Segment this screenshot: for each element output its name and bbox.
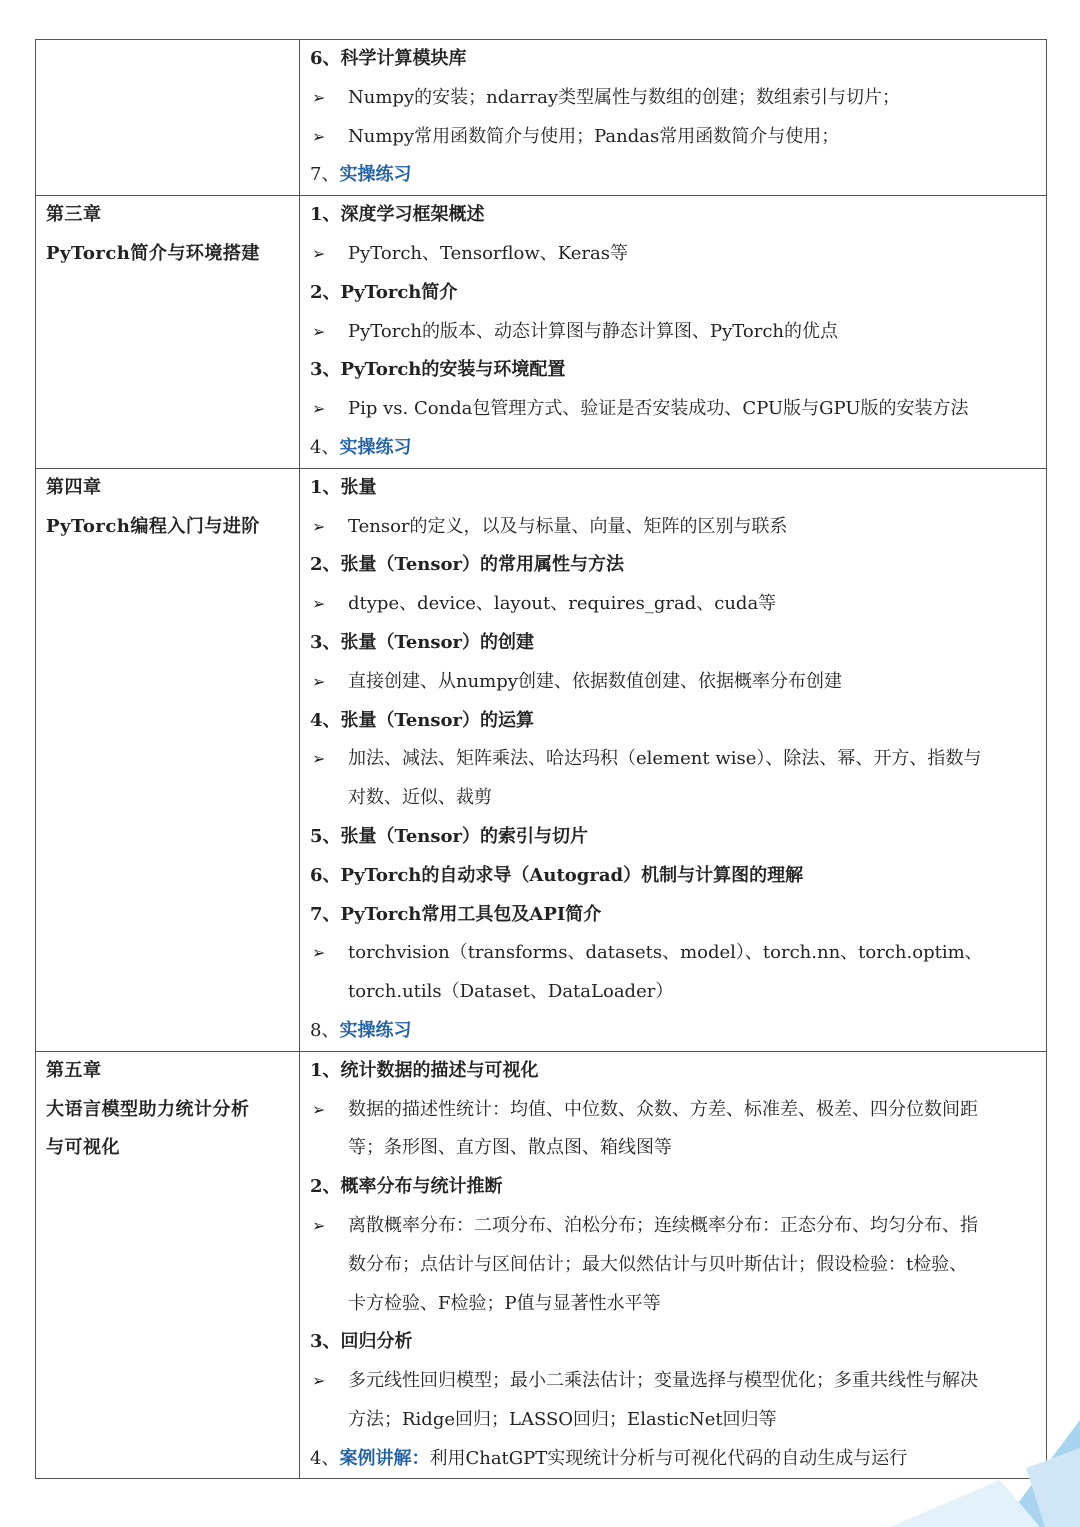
bullet-text (348, 390, 1038, 429)
bullet-item (310, 1091, 1038, 1169)
item-text: 利用ChatGPT实现统计分析与可视化代码的自动生成与运行 (429, 1447, 908, 1469)
item-text: 科学计算模块库 (340, 48, 467, 69)
section-heading (310, 1052, 1038, 1091)
item-number: 6、 (310, 48, 341, 69)
item-number: 4、 (310, 436, 340, 458)
item-number: 1、 (310, 476, 341, 498)
item-text: PyTorch的自动求导（Autograd）机制与计算图的理解 (340, 864, 804, 886)
bullet-text (348, 118, 1038, 157)
chapter-title: PyTorch简介与环境搭建 (46, 242, 260, 264)
bullet-item (310, 313, 1038, 352)
section-heading (310, 40, 1038, 79)
bullet-text (348, 934, 1038, 1012)
bullet-text-line: 方法；Ridge回归；LASSO回归；ElasticNet回归等 (348, 1408, 777, 1430)
item-number: 5、 (310, 825, 341, 847)
bullet-text-line: torchvision（transforms、datasets、model）、torch.nn、torch.optim、 (348, 942, 983, 964)
practice-item (310, 156, 1038, 195)
bullet-text-line: Pip vs. Conda包管理方式、验证是否安装成功、CPU版与GPU版的安装方法 (348, 398, 969, 420)
item-number: 2、 (310, 281, 341, 303)
item-number: 2、 (310, 554, 341, 576)
bullet-arrow-icon: ➢ (312, 943, 326, 963)
section-heading (310, 196, 1038, 235)
bullet-text-line: 多元线性回归模型；最小二乘法估计；变量选择与模型优化；多重共线性与解决 (348, 1370, 978, 1392)
bullet-text-line: 数分布；点估计与区间估计；最大似然估计与贝叶斯估计；假设检验：t检验、 (348, 1253, 968, 1275)
item-number: 1、 (310, 204, 341, 226)
bullet-text-line: PyTorch、Tensorflow、Keras等 (348, 242, 628, 264)
section-heading (310, 274, 1038, 313)
item-text: PyTorch简介 (340, 281, 458, 303)
item-number: 6、 (310, 864, 341, 886)
bullet-item (310, 1207, 1038, 1323)
bullet-arrow-icon: ➢ (312, 321, 326, 341)
bullet-text-line: Tensor的定义，以及与标量、向量、矩阵的区别与联系 (348, 515, 788, 537)
chapter-cell (36, 40, 300, 196)
item-text: 张量（Tensor）的索引与切片 (340, 825, 589, 847)
table-row (36, 468, 1047, 1051)
bullet-item (310, 235, 1038, 274)
item-text: 统计数据的描述与可视化 (340, 1059, 539, 1081)
chapter-title: 与可视化 (46, 1137, 120, 1159)
item-number: 4、 (310, 1447, 340, 1469)
bullet-item (310, 585, 1038, 624)
bullet-text-line: 等；条形图、直方图、散点图、箱线图等 (348, 1137, 672, 1159)
practice-item (310, 1012, 1038, 1051)
chapter-number: 第五章 (46, 1059, 102, 1081)
item-number: 4、 (310, 709, 341, 731)
item-text: 概率分布与统计推断 (340, 1176, 503, 1198)
bullet-text-line: 卡方检验、F检验；P值与显著性水平等 (348, 1292, 661, 1314)
item-text: 深度学习框架概述 (340, 204, 485, 226)
table-row (36, 40, 1047, 196)
item-text: 实操练习 (339, 164, 412, 186)
bullet-text (348, 1362, 1038, 1440)
bullet-text-line: Numpy常用函数简介与使用；Pandas常用函数简介与使用； (348, 125, 840, 147)
item-number: 2、 (310, 1176, 341, 1198)
bullet-text-line: 离散概率分布：二项分布、泊松分布；连续概率分布：正态分布、均匀分布、指 (348, 1214, 978, 1236)
content-cell (300, 468, 1047, 1051)
item-text: PyTorch的安装与环境配置 (340, 359, 566, 381)
bullet-item (310, 934, 1038, 1012)
item-text: 实操练习 (339, 436, 412, 458)
bullet-text (348, 235, 1038, 274)
case-study-item (310, 1440, 1038, 1479)
bullet-arrow-icon: ➢ (312, 243, 326, 263)
item-number: 7、 (310, 164, 340, 186)
bullet-text (348, 740, 1038, 818)
bullet-text (348, 508, 1038, 547)
bullet-text-line: 直接创建、从numpy创建、依据数值创建、依据概率分布创建 (348, 670, 842, 692)
case-study-label: 案例讲解： (339, 1447, 430, 1469)
item-text: 实操练习 (339, 1019, 412, 1041)
item-number: 3、 (310, 631, 341, 653)
practice-item (310, 429, 1038, 468)
bullet-item (310, 118, 1038, 157)
item-text: PyTorch常用工具包及API简介 (340, 903, 602, 925)
bullet-arrow-icon: ➢ (312, 749, 326, 769)
bullet-text (348, 313, 1038, 352)
bullet-item (310, 740, 1038, 818)
section-heading (310, 351, 1038, 390)
bullet-text-line: 数据的描述性统计：均值、中位数、众数、方差、标准差、极差、四分位数间距 (348, 1098, 978, 1120)
bullet-text-line: PyTorch的版本、动态计算图与静态计算图、PyTorch的优点 (348, 320, 839, 342)
bullet-text-line: 对数、近似、裁剪 (348, 787, 492, 809)
section-heading (310, 624, 1038, 663)
item-text: 张量（Tensor）的常用属性与方法 (340, 554, 625, 576)
bullet-text (348, 585, 1038, 624)
bullet-arrow-icon: ➢ (312, 1371, 326, 1391)
bullet-arrow-icon: ➢ (312, 671, 326, 691)
section-heading (310, 1168, 1038, 1207)
chapter-cell (36, 1051, 300, 1479)
content-cell (300, 40, 1047, 196)
bullet-arrow-icon: ➢ (312, 399, 326, 419)
bullet-item (310, 663, 1038, 702)
bullet-text-line: 加法、减法、矩阵乘法、哈达玛积（element wise）、除法、幂、开方、指数与 (348, 748, 982, 770)
bullet-arrow-icon: ➢ (312, 1215, 326, 1235)
chapter-number: 第四章 (46, 476, 102, 498)
item-text: 张量（Tensor）的运算 (340, 709, 535, 731)
bullet-item (310, 390, 1038, 429)
content-cell (300, 1051, 1047, 1479)
chapter-title: PyTorch编程入门与进阶 (46, 515, 260, 537)
bullet-arrow-icon: ➢ (312, 594, 326, 614)
bullet-arrow-icon: ➢ (312, 516, 326, 536)
syllabus-table (35, 39, 1047, 1479)
item-text: 张量 (340, 476, 377, 498)
bullet-text-line: torch.utils（Dataset、DataLoader） (348, 981, 674, 1003)
bullet-text (348, 79, 1038, 118)
bullet-text (348, 663, 1038, 702)
bullet-item (310, 79, 1038, 118)
chapter-cell (36, 196, 300, 469)
syllabus-table-body (36, 40, 1047, 1479)
chapter-number: 第三章 (46, 204, 102, 226)
bullet-arrow-icon: ➢ (312, 126, 326, 146)
item-text: 回归分析 (340, 1331, 413, 1353)
item-number: 3、 (310, 359, 341, 381)
item-text: 张量（Tensor）的创建 (340, 631, 535, 653)
section-heading (310, 702, 1038, 741)
item-number: 7、 (310, 903, 341, 925)
section-heading (310, 857, 1038, 896)
section-heading (310, 546, 1038, 585)
table-row (36, 1051, 1047, 1479)
bullet-arrow-icon: ➢ (312, 87, 326, 107)
corner-triangle-faint (890, 1480, 1040, 1527)
bullet-text-line: Numpy的安装；ndarray类型属性与数组的创建；数组索引与切片； (348, 86, 901, 108)
bullet-text-line: dtype、device、layout、requires_grad、cuda等 (348, 593, 777, 615)
content-cell (300, 196, 1047, 469)
section-heading (310, 896, 1038, 935)
section-heading (310, 469, 1038, 508)
bullet-text (348, 1207, 1038, 1323)
chapter-cell (36, 468, 300, 1051)
item-number: 3、 (310, 1331, 341, 1353)
chapter-title: 大语言模型助力统计分析 (46, 1098, 250, 1120)
bullet-item (310, 508, 1038, 547)
bullet-item (310, 1362, 1038, 1440)
bullet-arrow-icon: ➢ (312, 1099, 326, 1119)
section-heading (310, 1323, 1038, 1362)
bullet-text (348, 1091, 1038, 1169)
item-number: 1、 (310, 1059, 341, 1081)
section-heading (310, 818, 1038, 857)
item-number: 8、 (310, 1019, 340, 1041)
table-row (36, 196, 1047, 469)
